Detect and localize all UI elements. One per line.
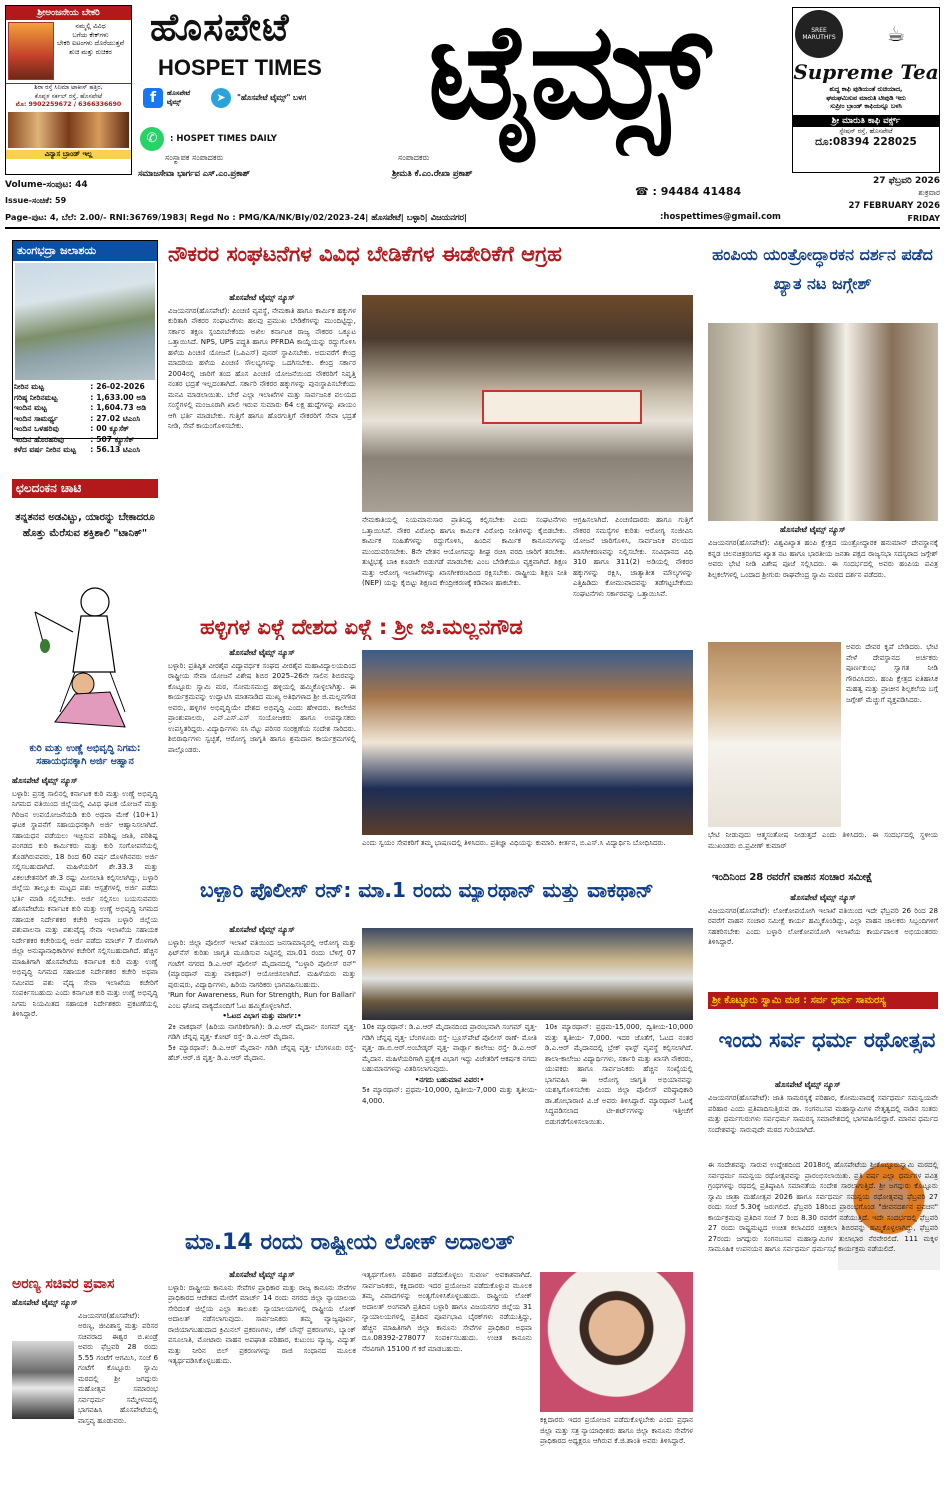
police-route-head: •ಓಟದ ವಿಭಾಗ ಮತ್ತು ಮಾರ್ಗ:• [222, 1011, 302, 1020]
police-photo [362, 928, 693, 1020]
bakery-footer: ವಿನ್ಯಾಸ ಬ್ರಾಂಡ್ ಇಲ್ಲ [6, 150, 131, 159]
dam-row [13, 424, 157, 435]
bakery-addr1: ಶಿರಾ ರಸ್ತೆ ಸಿನಿಮಾ ಟಾಕೀಸ್ ಹತ್ತಿರ, [34, 84, 103, 91]
bakery-line3: ಬೇಕರಿ ಐಟಂಗಳು ದೊರೆಯುತ್ತವೆ [57, 39, 125, 47]
kotturu-body2: ಈ ಸಂದೇಶವನ್ನು ಸಾರುವ ಉದ್ದೇಶದಿಂದ 2018ರಲ್ಲಿ ಹೊಸಪೇಟೆಯ ಶ್ರೀಕೊಟ್ಟೂರುಸ್ವಾಮಿ ಮಠದಲ್ಲಿ ಸರ್ವಧರ್ಮ ಸಮನ್ವಯ ರಥೋತ್ಸವವನ್ನು ಪ್ರಾರಂಭಿಸಲಾಯಿತು. ಪ್ರತಿ ವರ್ಷ ಎಲ್ಲಾ ಧರ್ಮಗಳ ಪವಿತ್ರ ಗ್ರಂಥಗಳನ್ನು ರಥದಲ್ಲಿ ಪ್ರತಿಷ್ಠಾಪಿಸಿ ಸಮಾನತೆಯ ಸಂದೇಶ ಸಾರಲಾಗುತ್ತಿದೆ. ಶ್ರೀ ಜಗದ್ಗುರು ಕೊಟ್ಟೂರು ಸ್ವಾಮಿ ಜಾತ್ರಾ ಮಹೋತ್ಸವ 2026 ಹಾಗೂ ಸರ್ವಧರ್ಮ ಸಮನ್ವಯ ರಥೋತ್ಸವವು ಫೆಬ್ರವರಿ 27 ರಂದು ಸಂಜೆ 5.30ಕ್ಕೆ ಜರುಗಲಿದೆ. ಫೆಬ್ರವರಿ 18ರಿಂದ ಪ್ರಾರಂಭಗೊಂಡ "ಜೀವನದರ್ಶನ ಪ್ರವಚನ" ಕಾರ್ಯಕ್ರಮವು ಪ್ರತಿದಿನ ಸಂಜೆ 7 ರಿಂದ 8.30 ರವರೆಗೆ ನಡೆಯುತ್ತಿದೆ. ಇದೇ ಸಂದರ್ಭದಲ್ಲಿ ಫೆಬ್ರವರಿ 27 ರಂದು ರಾಷ್ಟ್ರಮಟ್ಟದ ಉಚಿತ ಕಲಾವಿದರ ಚಿತ್ರಕಲಾ ಶಿಬಿರವನ್ನು ಹಮ್ಮಿಕೊಳ್ಳಲಾಗಿದ್ದು, ಫೆಬ್ರವರಿ 27ರಂದು ಜಗದ್ಗುರು ಸಂಗನಬಸವ ಮಹಾಸ್ವಾಮಿಗಳ ತುಲಾಭಾರ ನೆರವೇರಲಿದೆ. 111 ಮಕ್ಕಳ ಸಾಮೂಹಿಕ ಉಪನಯನ ಹಾಗೂ ಸರ್ವಧರ್ಮ ಧರ್ಮಸಭೆ ಕಾರ್ಯಕ್ರಮ ನಡೆಯಲಿದೆ. [708, 1160, 938, 1253]
dam-row [13, 382, 157, 393]
dam-row-label: ಇಂದಿನ ಒಳಹರಿವು [14, 424, 59, 433]
whatsapp-row [140, 127, 277, 151]
adalat-col2: ಇತ್ಯರ್ಥಗೊಳಿಸಿ ಪರಿಹಾರ ಪಡೆದುಕೊಳ್ಳಲು ಸುವರ್ಣ ಅವಕಾಶವಾಗಿದೆ. ಸಾರ್ವಜನಿಕರು, ಕಕ್ಷಿದಾರರು ಇದರ ಪ್ರಯೋಜನ ಪಡೆದುಕೊಳ್ಳುವ ಮೂಲಕ ತಮ್ಮ ವಿವಾದಗಳನ್ನು ಅಂತ್ಯಗೊಳಿಸಿಕೊಳ್ಳಬಹುದು. ರಾಷ್ಟ್ರೀಯ ಲೋಕ್ ಅದಾಲತ್ ಅಂಗವಾಗಿ ಪ್ರತಿದಿನ ಬಳ್ಳಾರಿ ಹಾಗೂ ವಿಜಯನಗರ ಜಿಲ್ಲೆಯ 31 ನ್ಯಾಯಾಲಯಗಳಲ್ಲಿ ಪ್ರತಿದಿನ ಪೂರ್ವಭಾವಿ ಬೈಠಕ್‌ಗಳು ನಡೆಯುತ್ತಿದ್ದು, ಹೆಚ್ಚಿನ ಮಾಹಿತಿಗಾಗಿ ಜಿಲ್ಲಾ ಕಾನೂನು ಸೇವೆಗಳ ಪ್ರಾಧಿಕಾರ ಅಥವಾ ದೂ.08392-278077 ಸಂಪರ್ಕಿಸಬಹುದು. ಉಚಿತ ಕಾನೂನು ನೆರವಿಗಾಗಿ 15100 ಗೆ ಕರೆ ಮಾಡಬಹುದು. [362, 1270, 532, 1353]
dam-box [12, 240, 158, 454]
adalat-title: ಮಾ.14 ರಂದು ರಾಷ್ಟ್ರೀಯ ಲೋಕ್ ಅದಾಲತ್ [185, 1230, 515, 1255]
cartoon-title: ಛಲದಂಕನ ಚಾಟಿ [12, 479, 158, 498]
hampi-photo-actor [708, 642, 841, 827]
police-slogan: 'Run for Awareness, Run for Strength, Run for Ballari' ಎಂಬ ಘೋಷ ವಾಕ್ಯದೊಂದಿಗೆ ಓಟ ಹಮ್ಮಿಕೊಳ್ಳಲಾಗಿದೆ. [168, 990, 356, 1010]
police-prize-head: •ನಗದು ಬಹುಮಾನ ವಿವರ:• [414, 1074, 485, 1084]
editor-name: ಸಮಾಜಸೇವಾ ಭಾರ್ಗವ ಎಸ್.ಎಂ.ಪ್ರಕಾಶ್ [138, 168, 250, 178]
day-english: FRIDAY [907, 214, 940, 223]
dam-row [13, 414, 157, 425]
day-kannada: ಶುಕ್ರವಾರ [918, 188, 940, 197]
dam-row-sep: : [90, 434, 94, 444]
lead-col3: ಆಗ್ರಹಿಸಲಾಗಿದೆ. ಪಿಂಚಣಿದಾರರು ಹಾಗೂ ಗುತ್ತಿಗೆ ನೌಕರರ ಸಮಸ್ಯೆಗಳ ಕುರಿತು ಆರೋಗ್ಯ ಸಂಜೀವಿನಿ ಯೋಜನೆ ಜಾರಿಗೊಳಿಸಿ, ಸಾರ್ವಜನಿಕ ವಲಯದ ಖಾಸಗೀಕರಣವನ್ನು ನಿಲ್ಲಿಸಬೇಕು. ಸಂವಿಧಾನದ ವಿಧಿ 310 ಹಾಗೂ 311(2) ಅಡಿಯಲ್ಲಿ ನೌಕರರ ಹಕ್ಕುಗಳನ್ನು ರಕ್ಷಿಸಿ, ಜಾತ್ಯಾತೀತ ಮೌಲ್ಯಗಳನ್ನು ಎತ್ತಿಹಿಡಿದು ಕೋಮುವಾದವನ್ನು ತಡೆಗಟ್ಟಬೇಕೆಂದು ಸಂಘಟನೆಗಳು ಸರ್ಕಾರವನ್ನು ಒತ್ತಾಯಿಸಿವೆ. [573, 515, 693, 598]
police-route-2k: 2ಕಿ ವಾಕಥಾನ್ (ಹಿರಿಯ ನಾಗರಿಕರಿಗಾಗಿ): ಡಿ.ಎ.ಆರ್ ಮೈದಾನ- ಸಂಗಮ್ ವೃತ್ತ- ಗಡಿಗಿ ಚೆನ್ನಪ್ಪ ವೃತ್ತ- ಕೋಟ್ ರಸ್ತೆ- ಡಿ.ಎ.ಆರ್ ಮೈದಾನ. [168, 1021, 356, 1041]
hampi-body3: ಭೇಟಿ ನೀಡುವುದು ಆತ್ಮಸಂತೋಷ ನೀಡುತ್ತದೆ ಎಂದು ತಿಳಿಸಿದರು. ಈ ಸಂದರ್ಭದಲ್ಲಿ ಸ್ಥಳೀಯ ಮುಖಂಡರು ಬಿ.ಪ್ರವೀಣ್ ಕುಮಾರ್ [708, 830, 938, 850]
left-ad-bakery [5, 5, 132, 175]
dam-row-sep: : [90, 403, 94, 412]
social-row [143, 88, 306, 108]
dam-row-value: 00 ಕ್ಯೂಸೆಕ್ [96, 424, 129, 433]
dam-table [13, 382, 157, 456]
sheep-story-byline: ಹೊಸಪೇಟೆ ಟೈಮ್ಸ್ ನ್ಯೂಸ್ [12, 776, 78, 785]
bakery-phone: ಮೊ: 9902259672 / 6366336690 [15, 101, 122, 108]
dam-row [13, 445, 157, 456]
tea-logo-emblem: SREE MARUTHI'S [795, 10, 843, 58]
lead-photo-protest [362, 295, 693, 512]
police-prize-5k: 5ಕಿ ಮ್ಯಾರಥಾನ್: ಪ್ರಥಮ-10,000, ದ್ವಿತೀಯ-7,000 ಮತ್ತು ತೃತೀಯ- 4,000. [362, 1085, 537, 1105]
dam-row [13, 435, 157, 446]
police-col2 [362, 1022, 537, 1227]
dam-row-sep: : [90, 424, 94, 433]
traffic-body: ವಿಜಯನಗರ(ಹೊಸಪೇಟೆ): ಲೋಕೋಪಯೋಗಿ ಇಲಾಖೆ ವತಿಯಿಂದ ಇದೇ ಫೆಬ್ರವರಿ 26 ರಿಂದ 28 ರವರೆಗೆ ವಾಹನ ಸಂಚಾರ ಸಮೀಕ್ಷೆ ಕಾರ್ಯ ಹಮ್ಮಿಕೊಂಡಿದ್ದು, ಎಲ್ಲಾ ವಾಹನ ಚಾಲಕರು ಸಿಬ್ಬಂದಿಗಳಿಗೆ ಸಹಕರಿಸಬೇಕು ಎಂದು ಬಳ್ಳಾರಿ ಲೋಕೋಪಯೋಗಿ ಇಲಾಖೆಯ ಕಾರ್ಯಪಾಲಕ ಅಭಿಯಂತರರು ತಿಳಿಸಿದ್ದಾರೆ. [708, 905, 938, 946]
issue: Issue-ಸಂಚಿಕೆ: 59 [5, 196, 67, 205]
deity-photo [8, 22, 54, 80]
dam-row-sep: : [90, 382, 94, 391]
police-col1 [168, 925, 356, 1225]
tea-line1: ಶುದ್ಧ ಕಾಫಿ ಪುಡಿಯಂತೆ ರುಚಿಯಾದ, [829, 86, 903, 93]
adalat-caption: ಕಕ್ಷಿದಾರರು ಇದರ ಪ್ರಯೋಜನ ಪಡೆದುಕೊಳ್ಳಬೇಕು ಎಂದು ಪ್ರಧಾನ ಜಿಲ್ಲಾ ಮತ್ತು ಸತ್ರ ನ್ಯಾಯಾಧೀಶರು ಹಾಗೂ ಜಿಲ್ಲಾ ಕಾನೂನು ಸೇವೆಗಳ ಪ್ರಾಧಿಕಾರದ ಅಧ್ಯಕ್ಷರೂ ಆಗಿರುವ ಕೆ.ಜಿ.ಶಾಂತಿ ಅವರು ತಿಳಿಸಿದ್ದಾರೆ. [540, 1415, 693, 1445]
dam-row-sep: : [90, 445, 94, 454]
hampi-body2: ಅವರು ದೇವರ ಕೃಪೆ ಬೇಡಿದರು. ಭೇಟಿ ವೇಳೆ ದೇವಸ್ಥಾನದ ಅರ್ಚಕರು ಪೂರ್ಣಕುಂಭ ಸ್ವಾಗತ ನೀಡಿ ಗೌರವಿಸಿದರು. ಹಂಪಿ ಕ್ಷೇತ್ರದ ಐತಿಹಾಸಿಕ ಮಹತ್ವ ಮತ್ತು ಪ್ರಾಚೀನ ಶಿಲ್ಪಕಲೆಯ ಬಗ್ಗೆ ಜಗ್ಗೇಶ್ ಮೆಚ್ಚುಗೆ ವ್ಯಕ್ತಪಡಿಸಿದರು. [846, 642, 938, 704]
tea-brand: Supreme Tea [793, 60, 939, 84]
villages-title: ಹಳ್ಳಿಗಳ ಏಳ್ಗೆ ದೇಶದ ಏಳ್ಗೆ : ಶ್ರೀ ಜಿ.ಮಲ್ಲನಗೌಡ [200, 615, 523, 639]
dam-row [13, 393, 157, 404]
tea-company: ಶ್ರೀ ಮಾರುತಿ ಕಾಫಿ ವರ್ಕ್ಸ್ [793, 115, 939, 127]
kotturu-body1: ವಿಜಯನಗರ(ಹೊಸಪೇಟೆ): ಜಾತಿ ಸಾಮರಸ್ಯಕ್ಕೆ ಪರಿಹಾರ, ಕೋಮುವಾದಕ್ಕೆ ಸರ್ವಧರ್ಮ ಸಮನ್ವಯವೇ ಪರಿಹಾರ ಎಂದು ಪ್ರತಿಪಾದಿಸುತ್ತಿರುವ ಡಾ. ಸಂಗನಬಸವ ಮಹಾಸ್ವಾಮಿಗಳ ನೇತೃತ್ವದಲ್ಲಿ ನಾಡಿನ ಸಂತರು ಮತ್ತು ಧರ್ಮಗುರುಗಳು ಸರ್ವಧರ್ಮ ಸಾಮರಸ್ಯ ಸಮಾವೇಶದಲ್ಲಿ ಭಾಗವಹಿಸಲಿದ್ದಾರೆ. ಮಾನವ ಧರ್ಮದ ಸಂದೇಶವನ್ನು ಸಾರುವುದೇ ಮಠದ ಗುರಿಯಾಗಿದೆ. [708, 1093, 938, 1134]
dam-photo [15, 263, 155, 380]
dam-row-sep: : [90, 392, 94, 402]
hampi-byline: ಹೊಸಪೇಟೆ ಟೈಮ್ಸ್ ನ್ಯೂಸ್ [780, 525, 846, 534]
sheep-story [12, 776, 158, 1276]
sheep-story-title: ಕುರಿ ಮತ್ತು ಉಣ್ಣೆ ಅಭಿವೃದ್ಧಿ ನಿಗಮ: ಸಹಾಯಧನಕ್ಕಾಗಿ ಅರ್ಜಿ ಆಹ್ವಾನ [29, 743, 141, 767]
cartoon-drawing [15, 572, 155, 742]
dam-row-value: 56.13 ಟಿಎಂಸಿ [96, 445, 141, 454]
villages-photo [362, 650, 693, 835]
dam-row [13, 403, 157, 414]
cartoon-caption: ತನ್ನತನವ ಅಡವಿಟ್ಟು, ಯಾರನ್ನು ಬೇಕಾದರೂ ಹೊತ್ತು ಮೆರೆಸುವ ಶಕ್ತಿಶಾಲಿ "ಟಾನಿಕ್" [15, 512, 155, 539]
police-title: ಬಳ್ಳಾರಿ ಪೊಲೀಸ್ ರನ್: ಮಾ.1 ರಂದು ಮ್ಯಾರಥಾನ್ ಮತ್ತು ವಾಕಥಾನ್ [200, 878, 654, 902]
sub-editor-name: ಶ್ರೀಮತಿ ಕೆ.ಎಂ.ರೇಖಾ ಪ್ರಕಾಶ್ [392, 168, 473, 178]
telegram-label: "ಹೊಸಪೇಟೆ ಟೈಮ್ಸ್" ಬಳಗ [237, 93, 307, 102]
adalat-judge-photo [540, 1272, 693, 1412]
email: :hospettimes@gmail.com [660, 212, 781, 222]
telegram-icon: ➤ [211, 88, 231, 108]
tea-line3: ಸುಪ್ರೀಂ ಬ್ರಾಂಡ್ ಕಾಫಿಯನ್ನೂ ಬಳಸಿ [830, 103, 902, 110]
title-kannada-big: ಟೈಮ್ಸ್ [428, 0, 707, 149]
facebook-label: ಹೊಸಪೇಟೆ ಟೈಮ್ಸ್ [167, 89, 191, 106]
dam-row-value: 507 ಕ್ಯೂಸೆಕ್ [96, 434, 135, 444]
bakery-cakes-photo [8, 112, 129, 148]
kotturu-byline: ಹೊಸಪೇಟೆ ಟೈಮ್ಸ್ ನ್ಯೂಸ್ [775, 1080, 841, 1089]
police-col1-body: ಬಳ್ಳಾರಿ: ಜಿಲ್ಲಾ ಪೊಲೀಸ್ ಇಲಾಖೆ ವತಿಯಿಂದ ಜನಸಾಮಾನ್ಯರಲ್ಲಿ ಆರೋಗ್ಯ ಮತ್ತು ಫಿಟ್‌ನೆಸ್ ಕುರಿತು ಜಾಗೃತಿ ಮೂಡಿಸುವ ನಿಟ್ಟಿನಲ್ಲಿ ಮಾ.01 ರಂದು ಬೆಳಿಗ್ಗೆ 07 ಗಂಟೆಗೆ ನಗರದ ಡಿ.ಎ.ಆರ್ ಪೊಲೀಸ್ ಮೈದಾನದಲ್ಲಿ "ಬಳ್ಳಾರಿ ಪೊಲೀಸ್ ರನ್" (ಮ್ಯಾರಥಾನ್ ಮತ್ತು ವಾಕಥಾನ್) ಆಯೋಜಿಸಲಾಗಿದೆ. ಮಹಿಳೆಯರು ಮತ್ತು ಪುರುಷರು, ವಿದ್ಯಾರ್ಥಿಗಳು, ಹಿರಿಯ ನಾಗರಿಕರು ಭಾಗವಹಿಸಬಹುದು. [168, 937, 356, 989]
kotturu-title: ಇಂದು ಸರ್ವ ಧರ್ಮ ರಥೋತ್ಸವ [718, 1028, 936, 1052]
adalat-byline: ಹೊಸಪೇಟೆ ಟೈಮ್ಸ್ ನ್ಯೂಸ್ [229, 1270, 295, 1279]
lead-col2: ನೇಮಕಾತಿಯಲ್ಲಿ ನಿಯಮಾನುಸಾರ ಪ್ರಾತಿನಿಧ್ಯ ಕಲ್ಪಿಸಬೇಕು ಎಂದು ಸಂಘಟನೆಗಳು ಒತ್ತಾಯಿಸಿವೆ. ನೌಕರ ವಿರೋಧಿ ಹಾಗೂ ಕಾರ್ಮಿಕ ವಿರೋಧಿ ನೀತಿಗಳನ್ನು ಕೈಬಿಡಬೇಕು. ಕಾರ್ಮಿಕ ಸಂಹಿತೆಗಳನ್ನು ರದ್ದುಗೊಳಿಸಿ, ಹಿಂದಿನ ಕಾರ್ಮಿಕ ಕಾನೂನುಗಳನ್ನು ಮುಂದುವರಿಸಬೇಕು. 8ನೇ ವೇತನ ಆಯೋಗವನ್ನು ಶೀಘ್ರ ರಚಿಸಿ ವರದಿ ಜಾರಿಗೆ ತರಬೇಕು. ತುಟ್ಟಿಭತ್ಯೆ ಬಾಕಿ ಕೂಡಲೇ ಬಿಡುಗಡೆ ಮಾಡಬೇಕು ಎಂಬ ಬೇಡಿಕೆಯೂ ವ್ಯಕ್ತವಾಗಿದೆ. ಶಿಕ್ಷಣ ಮತ್ತು ಆರೋಗ್ಯ ಇಲಾಖೆಗಳನ್ನು ಖಾಸಗೀಕರಣದಿಂದ ರಕ್ಷಿಸಬೇಕು. ರಾಷ್ಟ್ರೀಯ ಶಿಕ್ಷಣ ನೀತಿ (NEP) ಯನ್ನು ಕೈಬಿಟ್ಟು ಶಿಕ್ಷಣದ ಕೇಂದ್ರೀಕರಣಕ್ಕೆ ಕಡಿವಾಣ ಹಾಕಬೇಕು. [362, 515, 567, 587]
bakery-line4: ಶುಚಿ ಮತ್ತು ರುಚಿಕರ [69, 47, 112, 56]
kotturu-banner: ಶ್ರೀ ಕೊಟ್ಟೂರು ಸ್ವಾಮಿ ಮಠ : ಸರ್ವ ಧರ್ಮ ಸಾಮರಸ್ಯ [708, 992, 938, 1009]
phone-number: ☎ : 94484 41484 [635, 185, 742, 198]
villages-caption: ಎಂದು ಸ್ವಯಂ ಸೇವಕರಿಗೆ ತಮ್ಮ ಭಾಷಣದಲ್ಲಿ ತಿಳಿಸಿದರು. ಪ್ರತಿಜ್ಞಾ ವಿಧಿಯನ್ನು ಕುಮಾರಿ. ಕೀರ್ತನ, ಬಿ.ಎಸ್.ಸಿ ವಿದ್ಯಾರ್ಥಿನಿ ಬೋಧಿಸಿದರು. [362, 838, 666, 847]
hampi-title: ಹಂಪಿಯ ಯಂತ್ರೋದ್ಧಾರಕನ ದರ್ಶನ ಪಡೆದ ಖ್ಯಾತ ನಟ ಜಗ್ಗೇಶ್ [712, 245, 933, 293]
masthead-rule [5, 227, 940, 229]
hampi-photo-temple [708, 323, 938, 521]
sub-editor-label: ಸಂಪಾದಕರು [398, 153, 430, 162]
lead-col1-body: ವಿಜಯನಗರ(ಹೊಸಪೇಟೆ): ಪಿಂಚಣಿ ವ್ಯವಸ್ಥೆ, ನೇಮಕಾತಿ ಹಾಗೂ ಕಾರ್ಮಿಕ ಹಕ್ಕುಗಳ ಕುರಿತಾಗಿ ನೌಕರರ ಸಂಘಟನೆಗಳು ಹಲವು ಪ್ರಮುಖ ಬೇಡಿಕೆಗಳನ್ನು ಮುಂದಿಟ್ಟಿದ್ದು, ಸರ್ಕಾರ ತಕ್ಷಣ ಸ್ಪಂದಿಸಬೇಕೆಂದು ಅಖಿಲ ಕರ್ನಾಟಕ ರಾಜ್ಯ ನೌಕರರ ಒಕ್ಕೂಟ ಒತ್ತಾಯಿಸಿದೆ. NPS, UPS ಪದ್ಧತಿ ಹಾಗೂ PFRDA ಕಾಯ್ದೆಯನ್ನು ರದ್ದುಗೊಳಿಸಿ ಹಳೆಯ ಪಿಂಚಣಿ ಯೋಜನೆ (ಒಪಿಎಸ್) ಪುನರ್ ಸ್ಥಾಪಿಸಬೇಕು. ಅದುವರೆಗೆ ಕೇಂದ್ರ ಮಾದರಿಯ ಹಳೆಯ ಪಿಂಚಣಿ ಸೌಲಭ್ಯಗಳನ್ನು ಒದಗಿಸಬೇಕು. ಕೇಂದ್ರ ಸರ್ಕಾರ 2004ರಲ್ಲಿ ಜಾರಿಗೆ ತಂದ ಹೊಸ ಪಿಂಚಣಿ ಯೋಜನೆಯಿಂದ ನೌಕರರಿಗೆ ನಿವೃತ್ತಿ ನಂತರ ಭದ್ರತೆ ಇಲ್ಲದಂತಾಗಿದೆ. ಸರ್ಕಾರಿ ನೌಕರರ ಹಕ್ಕುಗಳನ್ನು ಪುನಃಸ್ಥಾಪಿಸಬೇಕೆಂದು ಮನವಿ ಮಾಡಲಾಯಿತು. ಬೇರೆ ಎಲ್ಲಾ ಇಲಾಖೆಗಳ ಮತ್ತು ಸಾರ್ವಜನಿಕ ವಲಯದ ಸಂಸ್ಥೆಗಳಲ್ಲಿ ಮಂಜೂರಾಗಿ ಖಾಲಿ ಇರುವ ಸುಮಾರು 64 ಲಕ್ಷ ಹುದ್ದೆಗಳನ್ನು ಖಾಯಂ ಆಗಿ ಭರ್ತಿ ಮಾಡಬೇಕು. ಗುತ್ತಿಗೆ ಹಾಗೂ ಹೊರಗುತ್ತಿಗೆ ನೌಕರರಿಗೆ ಸೇವಾ ಭದ್ರತೆ ನೀಡಿ, ಸೇವೆ ಕಾಯಂಗೊಳಿಸಬೇಕು. [168, 305, 356, 430]
forest-story [12, 1298, 158, 1498]
police-col3: 10ಕಿ ಮ್ಯಾರಥಾನ್: ಪ್ರಥಮ-15,000, ದ್ವಿತೀಯ-10,000 ಮತ್ತು ತೃತೀಯ- 7,000. ಇದರ ಜೊತೆಗೆ, ಓಟದ ನಂತರ ಡಿ.ಎ.ಆರ್ ಮೈದಾನದಲ್ಲಿ ಬ್ರೇಕ್ ಫಾಸ್ಟ್ ವ್ಯವಸ್ಥೆ ಕಲ್ಪಿಸಲಾಗಿದೆ. ಶಾಲಾ-ಕಾಲೇಜು ವಿದ್ಯಾರ್ಥಿಗಳು, ಸರ್ಕಾರಿ ಮತ್ತು ಖಾಸಗಿ ನೌಕರರು, ಯುವಕರು ಹಾಗೂ ಸಾರ್ವಜನಿಕರು ಹೆಚ್ಚಿನ ಸಂಖ್ಯೆಯಲ್ಲಿ ಭಾಗವಹಿಸಿ ಈ ಆರೋಗ್ಯ ಜಾಗೃತಿ ಅಭಿಯಾನವನ್ನು ಯಶಸ್ವಿಗೊಳಿಸಬೇಕು ಎಂದು ಜಿಲ್ಲಾ ಪೊಲೀಸ್ ವರಿಷ್ಠಾಧಿಕಾರಿ ಡಾ.ಶೋಭಾರಾಣಿ ವಿ.ಜೆ ಅವರು ತಿಳಿಸಿದ್ದಾರೆ. ಮ್ಯಾರಥಾನ್ ಓಟಕ್ಕೆ ಸಿದ್ಧಪಡಿಸಲಾದ ಟೀ-ಶರ್ಟ್‌ಗಳನ್ನು ಇತ್ತೀಚೆಗೆ ಬಿಡುಗಡೆಗೊಳಿಸಲಾಯಿತು. [545, 1022, 693, 1126]
sheep-story-body: ಬಳ್ಳಾರಿ: ಪ್ರಸಕ್ತ ಸಾಲಿನಲ್ಲಿ ಕರ್ನಾಟಕ ಕುರಿ ಮತ್ತು ಉಣ್ಣೆ ಅಭಿವೃದ್ಧಿ ನಿಗಮದ ವತಿಯಿಂದ ಜಿಲ್ಲೆಯಲ್ಲಿ ವಿವಿಧ ಘಟಕ ಯೋಜನೆ ಮತ್ತು ಗಿರಿಜನ ಉಪಯೋಜನೆಯಡಿ ಕುರಿ ಅಥವಾ ಮೇಕೆ (10+1) ಘಟಕ ಸ್ಥಾಪನೆಗೆ ಸಹಾಯಧನಕ್ಕಾಗಿ ಅರ್ಜಿ ಆಹ್ವಾನಿಸಲಾಗಿದೆ. ಸಹಾಯಧನ ಪಡೆಯಲು ಇಚ್ಛಿಸುವ ಪರಿಶಿಷ್ಟ ಜಾತಿ, ಪರಿಶಿಷ್ಟ ಪಂಗಡದ ಕುರಿ ಕಾರ್ಮಿಕರು ಮತ್ತು ಕುರಿ ಸಂಗೋಪನೆಯಲ್ಲಿ ತೊಡಗಿರುವವರು, 18 ರಿಂದ 60 ವರ್ಷ ದೊಳಗಿನವರು ಅರ್ಜಿ ಸಲ್ಲಿಸಬಹುದಾಗಿದೆ. ಮಹಿಳೆಯರಿಗೆ ಶೇ.33.3 ಮತ್ತು ವಿಕಲಚೇತನರಿಗೆ ಶೇ.3 ರಷ್ಟು ಮೀಸಲಾತಿ ಕಲ್ಪಿಸಲಾಗಿದ್ದು, ಬಳ್ಳಾರಿ ಜಿಲ್ಲೆಯ ತಾಲ್ಲೂಕು ಮಟ್ಟದ ಪಶು ಆಸ್ಪತ್ರೆಗಳಲ್ಲಿ ಅರ್ಜಿ ಪಡೆದು ಭರ್ತಿ ಮಾಡಿ ಸಲ್ಲಿಸಬೇಕು. ಅರ್ಜಿ ಸಲ್ಲಿಸಲು ಬಯಸುವವರು ಹೊಸಪೇಟೆಯ ಕರ್ನಾಟಕ ಕುರಿ ಮತ್ತು ಉಣ್ಣೆ ಅಭಿವೃದ್ಧಿ ನಿಗಮದ ಸಹಾಯಕ ನಿರ್ದೇಶಕರ ಕಚೇರಿ ಅಥವಾ ಬಳ್ಳಾರಿ ಜಿಲ್ಲೆಯ ಪಶುಪಾಲನಾ ಮತ್ತು ಪಶುವೈದ್ಯ ಸೇವಾ ಇಲಾಖೆಯ ಸಹಾಯಕ ನಿರ್ದೇಶಕರ ಕಚೇರಿಯಲ್ಲಿ ಅರ್ಜಿ ಪಡೆದು ಮಾರ್ಚ್ 7 ರೊಳಗಾಗಿ ಜಿಲ್ಲಾ ಅನುಷ್ಠಾನಾಧಿಕಾರಿಗಳ ಕಚೇರಿಗೆ ಸಲ್ಲಿಸಬಹುದಾಗಿದೆ. ಹೆಚ್ಚಿನ ಮಾಹಿತಿಗಾಗಿ ಹೊಸಪೇಟೆಯ ಕರ್ನಾಟಕ ಕುರಿ ಮತ್ತು ಉಣ್ಣೆ ಅಭಿವೃದ್ಧಿ ನಿಗಮದ ಸಹಾಯಕ ನಿರ್ದೇಶಕರ ಕಚೇರಿ ಅಥವಾ ಸಮೀಪದ ಪಶು ವೈದ್ಯ ಸೇವಾ ಇಲಾಖೆಯ ಕಚೇರಿಗೆ ಸಂಪರ್ಕಿಸಬಹುದು ಎಂದು ಕರ್ನಾಟಕ ಕುರಿ ಮತ್ತು ಉಣ್ಣೆ ಅಭಿವೃದ್ಧಿ ನಿಗಮ ನಿಯಮಿತದ ಸಹಾಯಕ ನಿರ್ದೇಶಕರು ಪ್ರಕಟಣೆಯಲ್ಲಿ ತಿಳಿಸಿದ್ದಾರೆ. [12, 788, 158, 1018]
dam-row-label: ಇಂದಿನ ಹೊರಹರಿವು [14, 434, 64, 444]
whatsapp-icon: ✆ [140, 127, 164, 151]
dam-row-sep: : [90, 413, 94, 423]
dam-row-value: 1,633.00 ಅಡಿ [96, 392, 147, 402]
bakery-addr2: ಕೊಪ್ಪಳ ಸರ್ಕಲ್ ರಸ್ತೆ, ಹೊಸಪೇಟೆ [34, 92, 103, 100]
title-kannada-small: ಹೊಸಪೇಟೆ [150, 4, 290, 49]
facebook-icon: f [143, 88, 163, 108]
date-english: 27 FEBRUARY 2026 [848, 201, 940, 211]
lead-byline: ಹೊಸಪೇಟೆ ಟೈಮ್ಸ್ ನ್ಯೂಸ್ [229, 293, 295, 302]
police-col2-body: 10ಕಿ ಮ್ಯಾರಥಾನ್: ಡಿ.ಎ.ಆರ್ ಮೈದಾನದಿಂದ ಪ್ರಾರಂಭವಾಗಿ ಸಂಗಮ್ ವೃತ್ತ- ಗಡಿಗಿ ಚೆನ್ನಪ್ಪ ವೃತ್ತ- ಬೆಂಗಳೂರು ರಸ್ತೆ- ಬ್ರೂಸ್‌ಪೇಟೆ ಪೊಲೀಸ್ ಠಾಣೆ- ಮೋತಿ ವೃತ್ತ- ಡಾ.ಬಿ.ಆರ್.ಅಂಬೇಡ್ಕರ್ ವೃತ್ತ- ವಾರ್ಡ್ಲಾ ಕಾಲೇಜು ರಸ್ತೆ- ಡಿ.ಎ.ಆರ್ ಮೈದಾನ. ಮಹಿಳೆಯರಿಗಾಗಿ ಪ್ರತ್ಯೇಕ ವಿಭಾಗ ಇದ್ದು ವಿಜೇತರಿಗೆ ಆಕರ್ಷಕ ನಗದು ಬಹುಮಾನಗಳನ್ನು ವಿತರಿಸಲಾಗುವುದು. [362, 1022, 537, 1073]
dam-row-label: ಇಂದಿನ ಸಾಮರ್ಥ್ಯ [14, 413, 58, 423]
protest-banner [482, 390, 642, 424]
forest-title: ಅರಣ್ಯ ಸಚಿವರ ಪ್ರವಾಸ [12, 1276, 115, 1292]
police-byline: ಹೊಸಪೇಟೆ ಟೈಮ್ಸ್ ನ್ಯೂಸ್ [229, 925, 295, 934]
hampi-body1: ವಿಜಯನಗರ(ಹೊಸಪೇಟೆ): ವಿಶ್ವವಿಖ್ಯಾತ ಹಂಪಿ ಕ್ಷೇತ್ರದ ಯಂತ್ರೋದ್ಧಾರಕ ಹನುಮಾನ್ ದೇವಸ್ಥಾನಕ್ಕೆ ಕನ್ನಡ ಚಲನಚಿತ್ರರಂಗದ ಖ್ಯಾತ ನಟ ಹಾಗೂ ಭಾರತೀಯ ಜನತಾ ಪಕ್ಷದ ರಾಜ್ಯಸಭಾ ಸದಸ್ಯರಾದ ಜಗ್ಗೇಶ್ ಅವರು ಭೇಟಿ ನೀಡಿ ವಿಶೇಷ ಪೂಜೆ ಸಲ್ಲಿಸಿದರು. ಈ ಸಂದರ್ಭದಲ್ಲಿ ಅವರು ಹಂಪಿಯ ಪವಿತ್ರ ಶಿಲ್ಪಕಲೆಗಳಲ್ಲಿ ಒಂದಾದ ಶ್ರೀಗುರು ರಾಘವೇಂದ್ರ ಸ್ವಾಮಿ ಮಠದ ದರ್ಶನ ಪಡೆದರು. [708, 538, 938, 579]
dam-row-label: ಕಳೆದ ವರ್ಷ ನೀರಿನ ಮಟ್ಟ [14, 445, 77, 454]
adalat-col1 [168, 1270, 356, 1498]
dam-row-label: ಇಂದಿನ ಮಟ್ಟ [14, 403, 47, 412]
tea-line2: ಘಮಘಮಿಸುವ ಮಾರುತಿ ಟೀಪುಡಿ ಇದು [826, 94, 906, 102]
lead-col1 [168, 293, 356, 613]
dam-row-label: ಗರಿಷ್ಠ ನೀರಿನಮಟ್ಟ [14, 392, 58, 402]
forest-byline: ಹೊಸಪೇಟೆ ಟೈಮ್ಸ್ ನ್ಯೂಸ್ [12, 1298, 78, 1307]
villages-byline: ಹೊಸಪೇಟೆ ಟೈಮ್ಸ್ ನ್ಯೂಸ್ [229, 648, 295, 657]
dam-row-value: 27.02 ಟಿಎಂಸಿ [96, 413, 141, 423]
traffic-title: ಇಂದಿನಿಂದ 28 ರವರೆಗೆ ವಾಹನ ಸಂಚಾರ ಸಮೀಕ್ಷೆ [712, 872, 873, 883]
dam-row-label: ನೀರಿನ ಮಟ್ಟ [14, 382, 45, 391]
whatsapp-label: : HOSPET TIMES DAILY [170, 134, 277, 144]
date-kannada: 27 ಫೆಬ್ರವರಿ 2026 [873, 176, 940, 186]
title-english: HOSPET TIMES [158, 55, 322, 80]
villages-col1 [168, 648, 356, 863]
bakery-line2: ಬಗೆಯ ಕೇಕ್‌ಗಳು [72, 30, 109, 39]
adalat-col1-body: ಬಳ್ಳಾರಿ: ರಾಷ್ಟ್ರೀಯ ಕಾನೂನು ಸೇವೆಗಳ ಪ್ರಾಧಿಕಾರ ಮತ್ತು ರಾಜ್ಯ ಕಾನೂನು ಸೇವೆಗಳ ಪ್ರಾಧಿಕಾರದ ಆದೇಶದ ಮೇರೆಗೆ ಮಾರ್ಚ್ 14 ರಂದು ನಗರದ ಜಿಲ್ಲಾ ನ್ಯಾಯಾಲಯ ಸೇರಿದಂತೆ ಜಿಲ್ಲೆಯ ಎಲ್ಲಾ ತಾಲೂಕು ನ್ಯಾಯಾಲಯಗಳಲ್ಲಿ ರಾಷ್ಟ್ರೀಯ ಲೋಕ್ ಅದಾಲತ್ ನಡೆಸಲಾಗುವುದು. ಸಾರ್ವಜನಿಕರು ತಮ್ಮ ವ್ಯಾಜ್ಯಪೂರ್ವ, ರಾಜಿಯಾಗಬಹುದಾದ ಕ್ರಿಮಿನಲ್ ಪ್ರಕರಣಗಳು, ಚೆಕ್ ಬೌನ್ಸ್ ಪ್ರಕರಣಗಳು, ಬ್ಯಾಂಕ್ ವಸೂಲಾತಿ, ಮೋಟಾರು ವಾಹನ ಅಪಘಾತ ಪರಿಹಾರ, ಕುಟುಂಬ ವ್ಯಾಜ್ಯ, ವಿದ್ಯುತ್ ಮತ್ತು ನೀರಿನ ಬಿಲ್ ಪ್ರಕರಣಗಳನ್ನು ರಾಜಿ ಸಂಧಾನದ ಮೂಲಕ ಇತ್ಯರ್ಥಪಡಿಸಿಕೊಳ್ಳಬಹುದು. [168, 1282, 356, 1365]
traffic-byline: ಹೊಸಪೇಟೆ ಟೈಮ್ಸ್ ನ್ಯೂಸ್ [790, 893, 856, 902]
police-route-5k: 5ಕಿ ಮ್ಯಾರಥಾನ್: ಡಿ.ಎ.ಆರ್ ಮೈದಾನ- ಗಡಿಗಿ ಚೆನ್ನಪ್ಪ ವೃತ್ತ- ಬೆಂಗಳೂರು ರಸ್ತೆ- ಹೆಚ್.ಆರ್.ಜಿ ವೃತ್ತ- ಡಿ.ಎ.ಆರ್ ಮೈದಾನ. [168, 1042, 356, 1062]
traffic-story [708, 893, 938, 973]
dam-row-value: 1,604.73 ಅಡಿ [96, 403, 147, 412]
lead-title: ನೌಕರರ ಸಂಘಟನೆಗಳ ವಿವಿಧ ಬೇಡಿಕೆಗಳ ಈಡೇರಿಕೆಗೆ ಆಗ್ರಹ [168, 242, 562, 266]
tea-phone: ದೂ:08394 228025 [815, 135, 917, 148]
bakery-line1: ನಮ್ಮಲ್ಲಿ ವಿವಿಧ [75, 22, 106, 30]
registration-line: Page-ಪುಟ: 4, ಬೆಲೆ: 2.00/- RNI:36769/1983| Regd No : PMG/KA/NK/Bly/02/2023-24| ಹೊಸಪೇಟೆ| ಬಳ್ಳಾರಿ| ವಿಜಯನಗರ| [5, 212, 467, 222]
bakery-title: ಶ್ರೀಅಂಜನೇಯ ಬೇಕರಿ [6, 6, 131, 20]
editor-label: ಸಂಸ್ಥಾಪಕ ಸಂಪಾದಕರು [165, 153, 224, 162]
forest-photo [12, 1341, 74, 1419]
volume: Volume-ಸಂಪುಟ: 44 [5, 180, 88, 190]
forest-body: ವಿಜಯನಗರ(ಹೊಸಪೇಟೆ): ಅರಣ್ಯ, ಜೀವಿಶಾಸ್ತ್ರ ಮತ್ತು ಪರಿಸರ ಸಚಿವರಾದ ಈಶ್ವರ ಬಿ.ಖಂಡ್ರೆ ಅವರು ಫೆಬ್ರವರಿ 28 ರಂದು 5.55 ಗಂಟೆಗೆ ಆಗಮಿಸಿ, ಸಂಜೆ 6 ಗಂಟೆಗೆ ಕೊಟ್ಟೂರು ಸ್ವಾಮಿ ಮಠದಲ್ಲಿ ಶ್ರೀ ಜಗದ್ಗುರು ಮಹೋತ್ಸವ ಸಮಾರಂಭ ಸರ್ವಧರ್ಮ ಸಮ್ಮೇಳನದಲ್ಲಿ ಭಾಗವಹಿಸಿ ಹೊಸಪೇಟೆಯಲ್ಲಿ ವಾಸ್ತವ್ಯ ಹೂಡುವರು. [78, 1310, 158, 1425]
villages-body: ಬಳ್ಳಾರಿ: ಪ್ರತಿಷ್ಠಿತ ವೀರಶೈವ ವಿದ್ಯಾವರ್ಧಕ ಸಂಘದ ವೀರಶೈವ ಮಹಾವಿದ್ಯಾಲಯದಿಂದ ರಾಷ್ಟ್ರೀಯ ಸೇವಾ ಯೋಜನೆ ವಿಶೇಷ ಶಿಬಿರ 2025–26ನೇ ಸಾಲಿನ ಶಿಬಿರವನ್ನು ಕೊಟ್ಟೂರು ಸ್ವಾಮಿ ಮಠ, ಸೋಮಸಮುದ್ರ ಹಳ್ಳಿಯಲ್ಲಿ ಹಮ್ಮಿಕೊಳ್ಳಲಾಗಿತ್ತು. ಈ ಕಾರ್ಯಕ್ರಮವನ್ನು ಉದ್ಘಾಟಿಸಿ ಮಾತನಾಡಿದ ಮುಖ್ಯ ಅತಿಥಿಗಳಾದ ಶ್ರೀ ಜಿ.ಮಲ್ಲನಗೌಡ ಅವರು, ಹಳ್ಳಿಗಳ ಅಭಿವೃದ್ಧಿಯೇ ದೇಶದ ಅಭಿವೃದ್ಧಿ ಎಂದು ಹೇಳಿದರು. ಕಾಲೇಜಿನ ಪ್ರಾಂಶುಪಾಲರು, ಎನ್.ಎಸ್.ಎಸ್ ಸಂಯೋಜಕರು ಹಾಗೂ ಉಪನ್ಯಾಸಕರು ಉಪಸ್ಥಿತರಿದ್ದರು. ವಿದ್ಯಾರ್ಥಿಗಳು ಸಸಿ ನೆಟ್ಟು ಪರಿಸರ ಸಂರಕ್ಷಣೆಯ ಸಂದೇಶ ಸಾರಿದರು. ಶಿಬಿರಾರ್ಥಿಗಳು ಸ್ವಚ್ಛತೆ, ಆರೋಗ್ಯ ಜಾಗೃತಿ ಹಾಗೂ ಶ್ರಮದಾನ ಕಾರ್ಯಕ್ರಮಗಳಲ್ಲಿ ಪಾಲ್ಗೊಂಡರು. [168, 660, 356, 754]
dam-row-value: 26-02-2026 [96, 382, 145, 391]
right-ad-tea [792, 7, 940, 173]
tea-address: ಸ್ಟೇಷನ್ ರಸ್ತೆ, ಹೊಸಪೇಟೆ [839, 126, 893, 135]
teacup-icon: ☕ [887, 22, 905, 46]
dam-title: ತುಂಗಭದ್ರಾ ಜಲಾಶಯ [13, 241, 157, 261]
